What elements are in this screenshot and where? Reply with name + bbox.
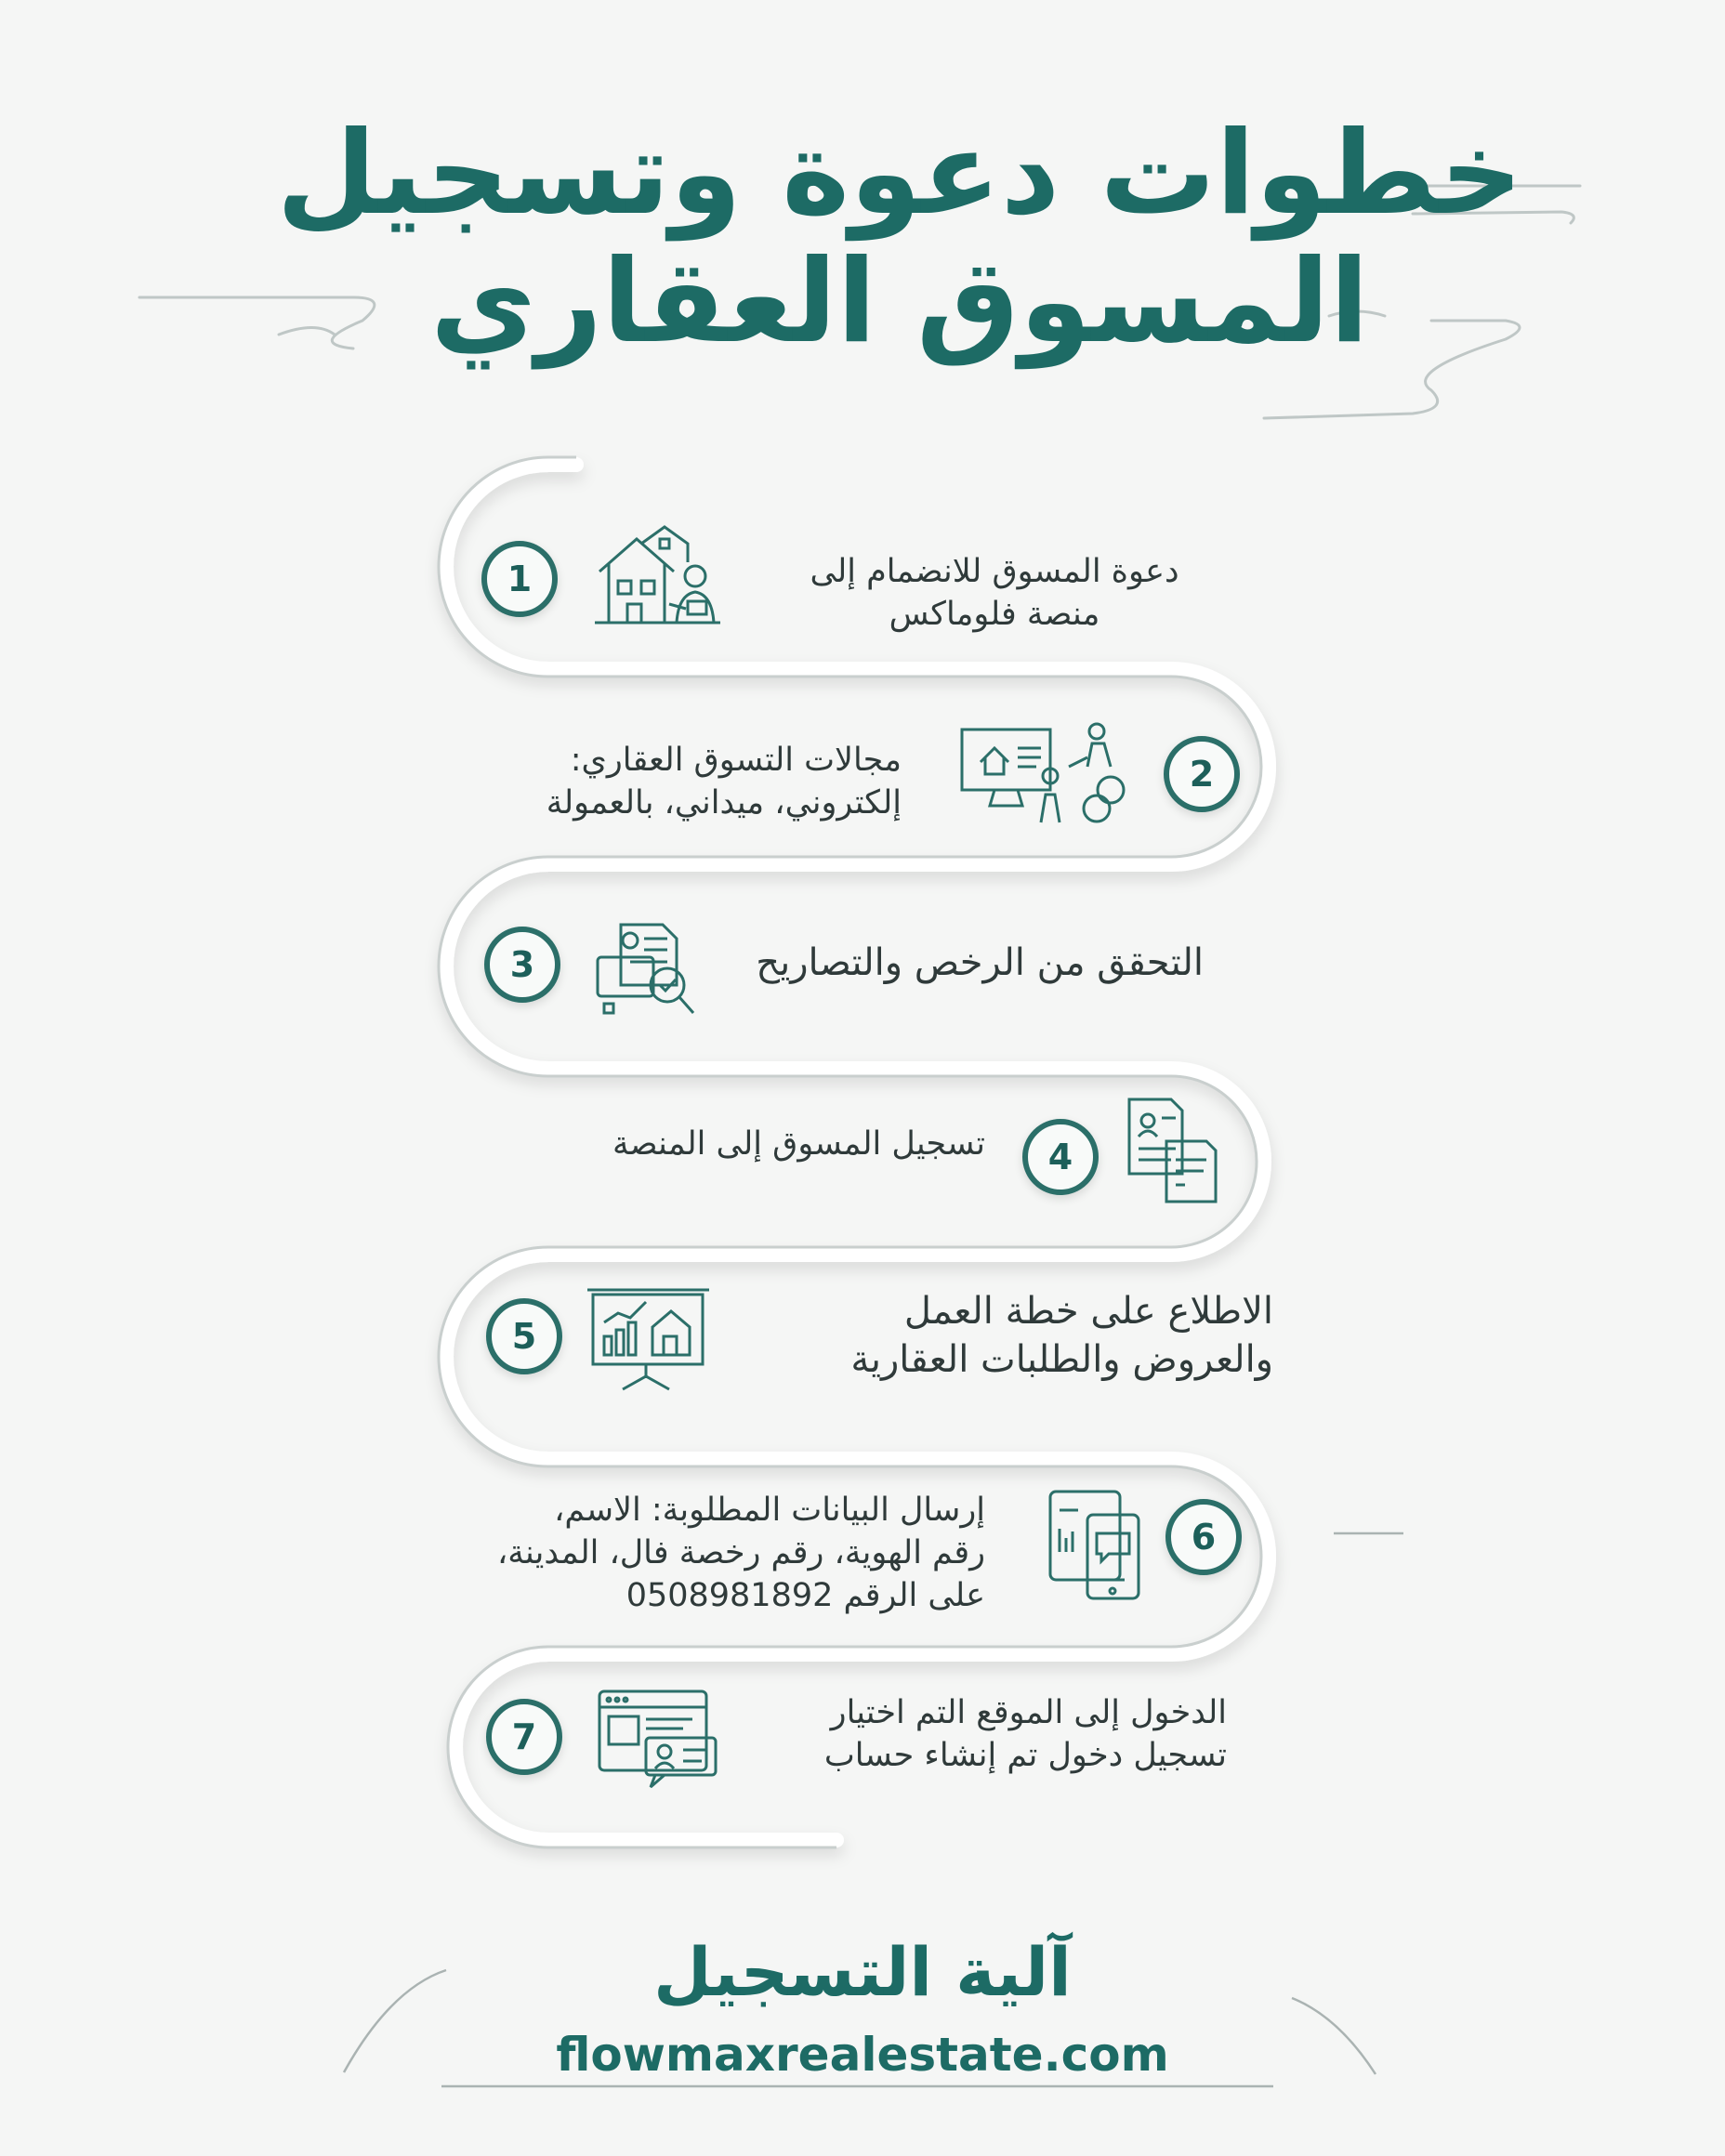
- online-sales-icon: [957, 720, 1129, 832]
- step-text-line: على الرقم 0508981892: [625, 1577, 985, 1614]
- mobile-devices-icon: [1046, 1487, 1148, 1603]
- step-text-line: رقم الهوية، رقم رخصة فال، المدينة،: [496, 1534, 985, 1571]
- step-text-line: الدخول إلى الموقع التم اختيار: [830, 1694, 1227, 1731]
- house-agent-icon: [595, 525, 720, 632]
- step-text-line: إلكتروني، ميداني، بالعمولة: [546, 784, 902, 822]
- step-number-badge: 2: [1164, 736, 1240, 812]
- step-text-line: إرسال البيانات المطلوبة: الاسم،: [554, 1492, 985, 1529]
- step-number-badge: 1: [481, 541, 558, 617]
- step-text-line: منصة فلوماكس: [889, 596, 1100, 633]
- step-text-line: مجالات التسوق العقاري:: [570, 742, 902, 779]
- website-login-icon: [595, 1687, 720, 1794]
- page-title-line-2: المسوق العقاري: [429, 235, 1370, 369]
- license-verification-icon: [593, 920, 700, 1018]
- step-text-line: تسجيل دخول تم إنشاء حساب: [823, 1737, 1227, 1774]
- step-number-badge: 7: [486, 1699, 562, 1775]
- presentation-board-icon: [586, 1285, 711, 1392]
- step-number-badge: 5: [486, 1298, 562, 1374]
- footer-title: آلية التسجيل: [653, 1933, 1072, 2011]
- step-text-line: دعوة المسوق للانضمام إلى: [810, 553, 1179, 590]
- footer-website-link[interactable]: flowmaxrealestate.com: [556, 2028, 1169, 2082]
- step-text-line: الاطلاع على خطة العمل: [903, 1290, 1273, 1333]
- step-text-line: والعروض والطلبات العقارية: [850, 1338, 1273, 1381]
- step-text-line: التحقق من الرخص والتصاريح: [756, 941, 1204, 984]
- page-title-line-1: خطوات دعوة وتسجيل: [276, 107, 1523, 241]
- step-text-line: تسجيل المسوق إلى المنصة: [612, 1125, 985, 1163]
- step-number-badge: 6: [1165, 1499, 1242, 1575]
- step-number-badge: 4: [1022, 1119, 1099, 1195]
- registration-documents-icon: [1125, 1095, 1222, 1206]
- step-number-badge: 3: [484, 927, 560, 1003]
